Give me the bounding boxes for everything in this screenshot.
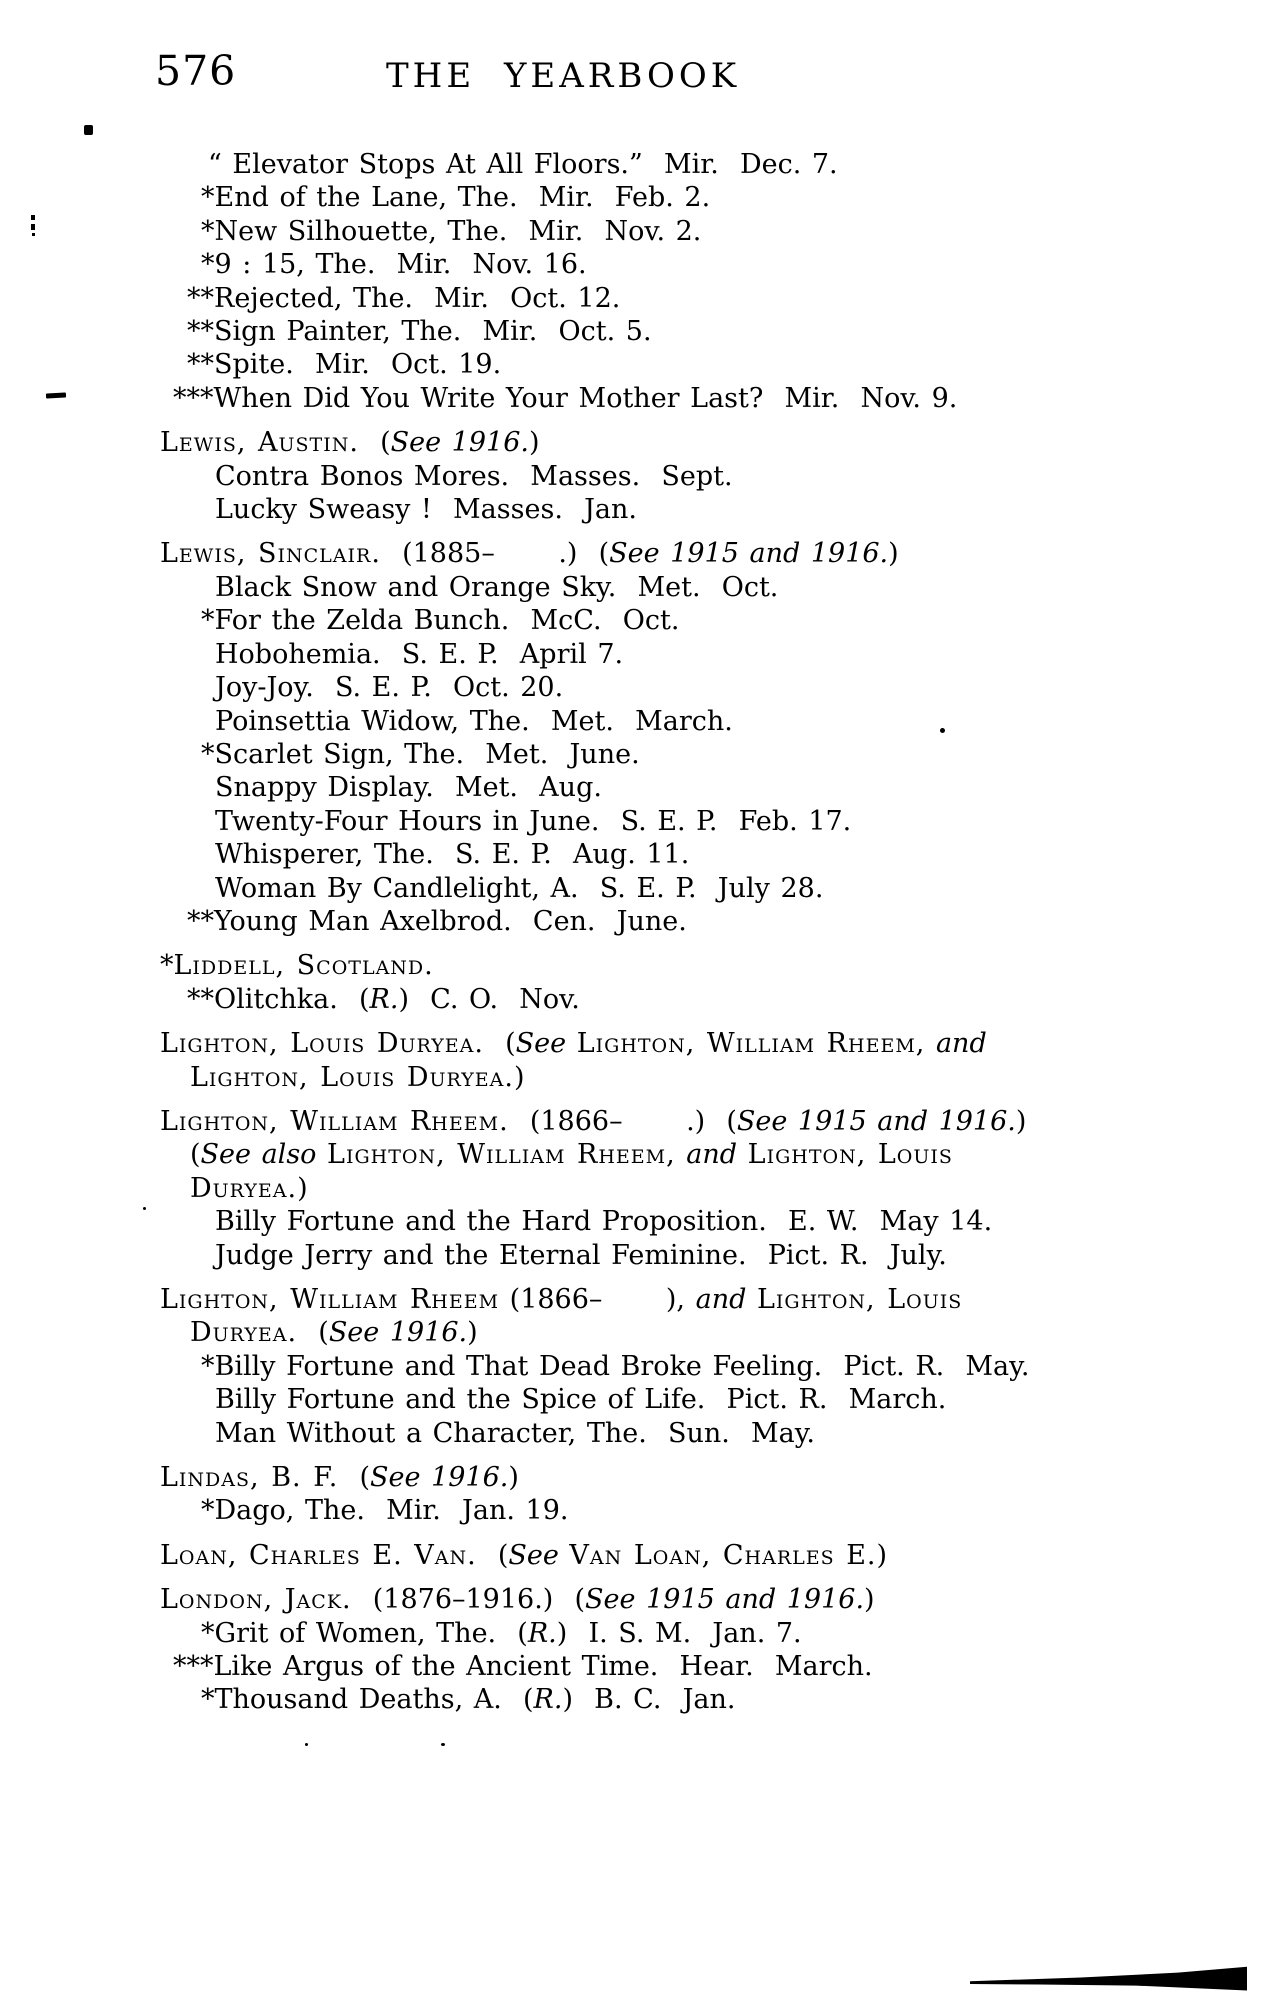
entry-text — [676, 1139, 687, 1170]
index-line — [160, 1461, 1170, 1494]
entry-text: * — [160, 950, 174, 982]
index-line — [160, 805, 1170, 838]
entry-text: *New Silhouette, The. Mir. Nov. 2. — [201, 215, 702, 247]
entry-text: ) C. O. Nov. — [398, 983, 580, 1015]
entry-text: (1885– .) ( — [380, 538, 610, 570]
author-name: Lighton, Louis Duryea. — [190, 1061, 514, 1093]
index-line — [160, 604, 1170, 637]
entry-text: Snappy Display. Met. Aug. — [215, 772, 602, 804]
entry-text: *Dago, The. Mir. Jan. 19. — [201, 1495, 569, 1527]
margin-dash-artifact — [46, 392, 66, 398]
index-line — [160, 671, 1170, 704]
index-line — [160, 1383, 1170, 1416]
index-line — [160, 1138, 1170, 1171]
author-name: Lighton, Louis Duryea. — [160, 1028, 484, 1060]
author-name: London, Jack. — [160, 1584, 352, 1616]
entry-text: Poinsettia Widow, The. Met. March. — [215, 705, 733, 737]
index-line — [160, 1650, 1170, 1683]
author-name: Lighton, William Rheem, — [576, 1028, 926, 1060]
index-line — [160, 638, 1170, 671]
cross-reference: See 1916. — [390, 427, 529, 459]
index-line — [160, 872, 1170, 905]
entry-text: ) — [864, 1584, 875, 1616]
cross-reference: R. — [369, 983, 399, 1015]
entry-text: Billy Fortune and the Spice of Life. Pict. R. March. — [215, 1384, 947, 1416]
entry-text: ) — [297, 1172, 308, 1204]
index-line — [160, 348, 1170, 381]
entry-text: Man Without a Character, The. Sun. May. — [215, 1417, 815, 1449]
index-line — [160, 1239, 1170, 1272]
index-line — [160, 1494, 1170, 1527]
entry-text: *For the Zelda Bunch. McC. Oct. — [201, 605, 680, 637]
entry-text: Lucky Sweasy ! Masses. Jan. — [215, 494, 637, 526]
entry-text: ) — [1015, 1105, 1027, 1137]
index-line — [160, 460, 1170, 493]
author-name: Liddell, Scotland. — [173, 950, 434, 982]
speck-artifact — [305, 1743, 308, 1746]
index-line — [160, 426, 1170, 459]
cross-reference: See 1916. — [370, 1462, 509, 1494]
entry-text: *9 : 15, The. Mir. Nov. 16. — [201, 249, 587, 281]
index-line — [160, 493, 1170, 526]
cross-reference: R. — [533, 1684, 563, 1716]
entry-text: ( — [297, 1317, 329, 1349]
entry-text: ( — [358, 427, 391, 459]
index-line — [160, 1539, 1170, 1572]
entry-text: **Olitchka. ( — [187, 983, 370, 1015]
page-number: 576 — [155, 47, 237, 95]
entry-text: Black Snow and Orange Sky. Met. Oct. — [215, 571, 779, 603]
entry-text — [925, 1028, 936, 1059]
entry-text: Whisperer, The. S. E. P. Aug. 11. — [215, 839, 690, 871]
entry-text: ) — [528, 427, 540, 459]
entry-text: Woman By Candlelight, A. S. E. P. July 28. — [215, 872, 824, 904]
cross-reference: See 1915 and 1916. — [736, 1105, 1016, 1137]
index-line — [160, 1061, 1170, 1094]
margin-speck-artifact — [31, 224, 35, 230]
entry-text: (1866– ), — [499, 1284, 696, 1315]
index-line — [160, 905, 1170, 938]
index-line — [160, 148, 1170, 181]
entry-text: *Billy Fortune and That Dead Broke Feeling. Pict. R. May. — [201, 1350, 1030, 1382]
cross-reference: and — [686, 1139, 738, 1171]
entry-text: *End of the Lane, The. Mir. Feb. 2. — [201, 182, 711, 214]
entry-text: Hobohemia. S. E. P. April 7. — [215, 638, 624, 670]
entry-text: ) — [888, 538, 899, 570]
scan-shadow-artifact — [970, 1964, 1247, 1991]
entry-text: Billy Fortune and the Hard Proposition. E. W. May 14. — [215, 1206, 993, 1238]
index-line — [160, 1583, 1170, 1616]
entry-text: *Grit of Women, The. ( — [201, 1617, 528, 1649]
index-line — [160, 1617, 1170, 1650]
index-line — [160, 1105, 1170, 1138]
index-line — [160, 215, 1170, 248]
author-name: Lewis, Sinclair. — [160, 538, 381, 570]
index-line — [160, 282, 1170, 315]
entry-text — [746, 1284, 757, 1315]
index-line — [160, 1205, 1170, 1238]
cross-reference: See — [515, 1028, 577, 1060]
entry-text: *Thousand Deaths, A. ( — [201, 1684, 534, 1716]
entry-text: ***Like Argus of the Ancient Time. Hear. March. — [173, 1651, 873, 1683]
cross-reference: See 1915 and 1916. — [609, 538, 889, 570]
entry-text: Joy-Joy. S. E. P. Oct. 20. — [215, 672, 564, 704]
entry-text: ( — [483, 1028, 516, 1060]
entry-text: ) — [876, 1539, 888, 1571]
entry-text: Contra Bonos Mores. Masses. Sept. — [215, 460, 733, 492]
author-name: Lighton, William Rheem, — [327, 1139, 676, 1171]
entry-text: ) I. S. M. Jan. 7. — [556, 1617, 802, 1649]
index-line — [160, 1350, 1170, 1383]
cross-reference: and — [935, 1028, 987, 1060]
entry-text: **Rejected, The. Mir. Oct. 12. — [187, 282, 621, 314]
margin-speck-artifact — [31, 215, 35, 220]
entry-text: ( — [338, 1462, 371, 1494]
entry-text: *Scarlet Sign, The. Met. June. — [201, 738, 640, 770]
ink-blob-artifact — [84, 125, 93, 135]
entry-text: “ Elevator Stops At All Floors.” Mir. Dec. 7. — [208, 149, 838, 180]
entry-text: ) — [513, 1061, 525, 1093]
index-line — [160, 771, 1170, 804]
index-line — [160, 1027, 1170, 1060]
cross-reference: R. — [527, 1617, 557, 1649]
author-name: Lighton, Louis — [756, 1284, 963, 1315]
index-line — [160, 382, 1170, 415]
index-line — [160, 949, 1170, 982]
speck-artifact — [940, 728, 945, 733]
entry-text: Twenty-Four Hours in June. S. E. P. Feb. 17. — [215, 805, 852, 837]
author-name: Duryea. — [190, 1172, 298, 1204]
index-line — [160, 738, 1170, 771]
author-name: Lighton, William Rheem. — [160, 1105, 509, 1137]
index-lines — [160, 148, 1170, 1717]
index-line — [160, 1417, 1170, 1450]
author-name: Loan, Charles E. Van. — [160, 1539, 477, 1571]
entry-text — [737, 1139, 748, 1170]
entry-text: ***When Did You Write Your Mother Last? Mir. Nov. 9. — [173, 382, 958, 414]
entry-text: ( — [476, 1539, 509, 1571]
index-line — [160, 315, 1170, 348]
entry-text: (1876–1916.) ( — [351, 1584, 586, 1616]
author-name: Lewis, Austin. — [160, 427, 359, 459]
entry-text: ) — [508, 1462, 519, 1494]
index-line — [160, 571, 1170, 604]
running-head-title: THE YEARBOOK — [386, 56, 741, 96]
entry-text: **Sign Painter, The. Mir. Oct. 5. — [187, 316, 652, 348]
cross-reference: See also — [200, 1139, 328, 1171]
cross-reference: and — [695, 1284, 747, 1315]
entry-text: ( — [190, 1139, 201, 1171]
index-line — [160, 181, 1170, 214]
author-name: Van Loan, Charles E. — [569, 1539, 877, 1571]
entry-text: ) — [467, 1317, 478, 1349]
margin-speck-artifact — [32, 233, 35, 236]
entry-text: (1866– .) ( — [508, 1105, 737, 1137]
index-line — [160, 1172, 1170, 1205]
index-line — [160, 983, 1170, 1016]
cross-reference: See 1916. — [328, 1317, 468, 1349]
entry-text: Judge Jerry and the Eternal Feminine. Pict. R. July. — [215, 1239, 947, 1271]
cross-reference: See 1915 and 1916. — [585, 1584, 865, 1616]
index-line — [160, 1316, 1170, 1349]
index-line — [160, 1683, 1170, 1716]
speck-artifact — [143, 1207, 146, 1210]
index-line — [160, 537, 1170, 570]
entry-text: **Spite. Mir. Oct. 19. — [187, 349, 502, 381]
cross-reference: See — [508, 1539, 570, 1571]
author-name: Lighton, William Rheem — [160, 1284, 500, 1315]
index-line — [160, 838, 1170, 871]
author-name: Lighton, Louis — [747, 1139, 953, 1171]
entry-text: **Young Man Axelbrod. Cen. June. — [187, 905, 687, 937]
author-name: Lindas, B. F. — [160, 1462, 339, 1494]
index-line — [160, 1283, 1170, 1316]
speck-artifact — [441, 1743, 445, 1746]
index-line — [160, 248, 1170, 281]
index-line — [160, 705, 1170, 738]
author-name: Duryea. — [190, 1317, 298, 1349]
entry-text: ) B. C. Jan. — [562, 1684, 736, 1716]
